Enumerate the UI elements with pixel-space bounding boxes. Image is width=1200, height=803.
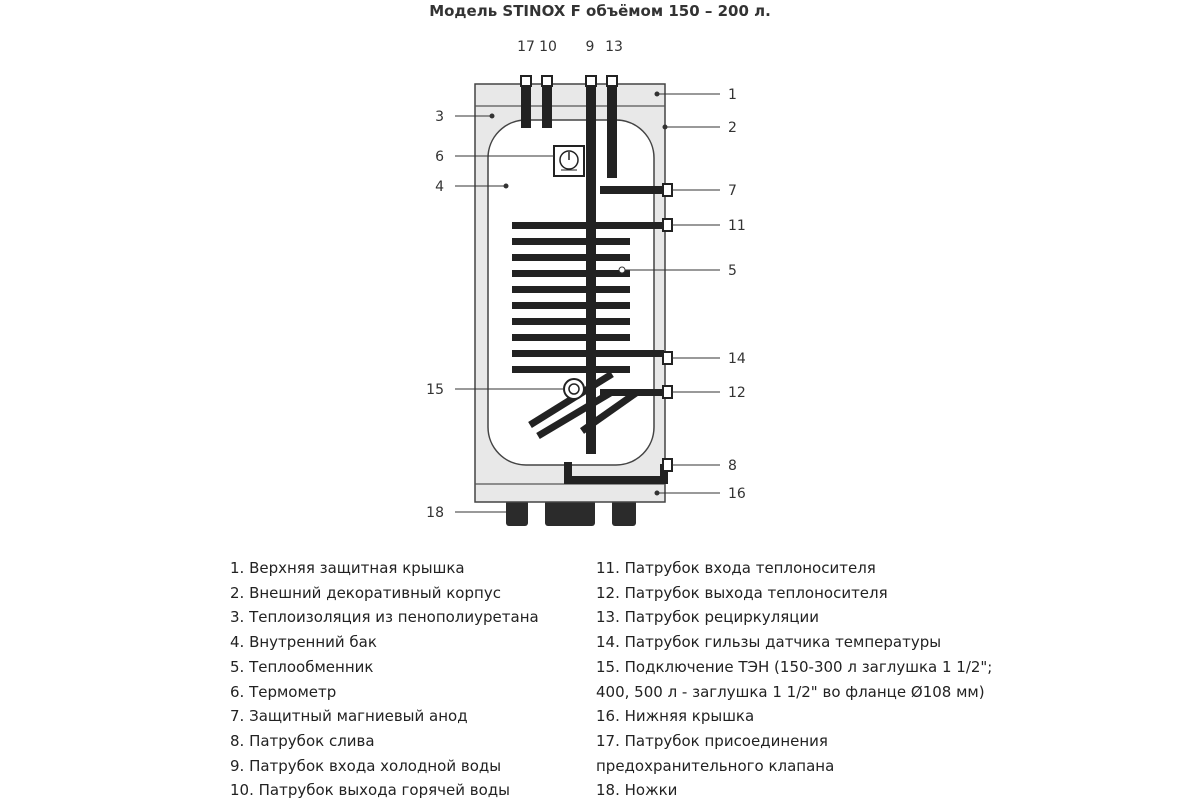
foot-left <box>506 500 528 526</box>
leader-4-dot <box>504 184 508 188</box>
legend-item: 16. Нижняя крышка <box>596 707 755 726</box>
sensor-sleeve-nozzle <box>663 352 672 364</box>
legend-item: 8. Патрубок слива <box>230 731 375 750</box>
callout-4: 4 <box>435 179 444 195</box>
foot-right <box>612 500 636 526</box>
callout-8: 8 <box>728 458 737 474</box>
leader-1-dot <box>655 92 659 96</box>
legend-item: 12. Патрубок выхода теплоносителя <box>596 583 888 602</box>
legend-item: 5. Теплообменник <box>230 657 374 676</box>
legend-left-column <box>230 556 539 803</box>
leader-3-dot <box>490 114 494 118</box>
anode-nozzle <box>663 184 672 196</box>
legend-item: 11. Патрубок входа теплоносителя <box>596 559 876 577</box>
nozzle-9 <box>586 76 596 86</box>
legend-item: 14. Патрубок гильзы датчика температуры <box>596 633 942 652</box>
legend-item: предохранительного клапана <box>596 756 835 775</box>
callout-11: 11 <box>728 218 746 234</box>
callout-12: 12 <box>728 385 746 401</box>
pipe-17 <box>521 86 531 128</box>
callout-7: 7 <box>728 183 737 199</box>
legend-item: 4. Внутренний бак <box>230 633 377 652</box>
nozzle-13 <box>607 76 617 86</box>
legend-right-column <box>596 556 992 803</box>
leader-16-dot <box>655 491 659 495</box>
nozzle-17 <box>521 76 531 86</box>
callout-5: 5 <box>728 263 737 279</box>
callout-3: 3 <box>435 109 444 125</box>
legend-item: 10. Патрубок выхода горячей воды <box>230 781 510 800</box>
callout-9: 9 <box>585 39 595 55</box>
legend-item: 18. Ножки <box>596 781 678 800</box>
callout-15: 15 <box>426 382 444 398</box>
coil-inlet-nozzle <box>663 219 672 231</box>
callout-16: 16 <box>728 486 746 502</box>
heat-exchanger-marker <box>619 267 625 273</box>
legend-item: 6. Термометр <box>230 682 337 701</box>
nozzle-10 <box>542 76 552 86</box>
legend-item: 1. Верхняя защитная крышка <box>230 559 465 577</box>
legend-item: 15. Подключение ТЭН (150-300 л заглушка 1 1/2"; <box>596 657 993 676</box>
callout-1: 1 <box>728 87 737 103</box>
heating-element-center <box>569 384 579 394</box>
pipe-13 <box>607 86 617 178</box>
drain-nozzle <box>663 459 672 471</box>
callout-18: 18 <box>426 505 444 521</box>
legend-item: 7. Защитный магниевый анод <box>230 707 468 726</box>
callout-10: 10 <box>539 39 557 55</box>
callout-6: 6 <box>435 149 444 165</box>
anode-pipe <box>600 186 664 194</box>
callout-2: 2 <box>728 120 737 136</box>
legend-item: 13. Патрубок рециркуляции <box>596 608 819 627</box>
thermometer <box>554 146 584 176</box>
legend-item: 2. Внешний декоративный корпус <box>230 583 501 602</box>
legend-item: 400, 500 л - заглушка 1 1/2" во фланце Ø108 мм) <box>596 682 985 701</box>
legend-item: 17. Патрубок присоединения <box>596 731 828 750</box>
pipe-10 <box>542 86 552 128</box>
legend-item: 9. Патрубок входа холодной воды <box>230 756 502 775</box>
coil-outlet-nozzle <box>663 386 672 398</box>
callout-14: 14 <box>728 351 746 367</box>
diagram-title: Модель STINOX F объёмом 150 – 200 л. <box>429 2 771 20</box>
callout-17: 17 <box>517 39 535 55</box>
leader-2-dot <box>663 125 667 129</box>
callout-13: 13 <box>605 39 623 55</box>
foot-center <box>545 500 595 526</box>
legend-item: 3. Теплоизоляция из пенополиуретана <box>230 608 539 627</box>
